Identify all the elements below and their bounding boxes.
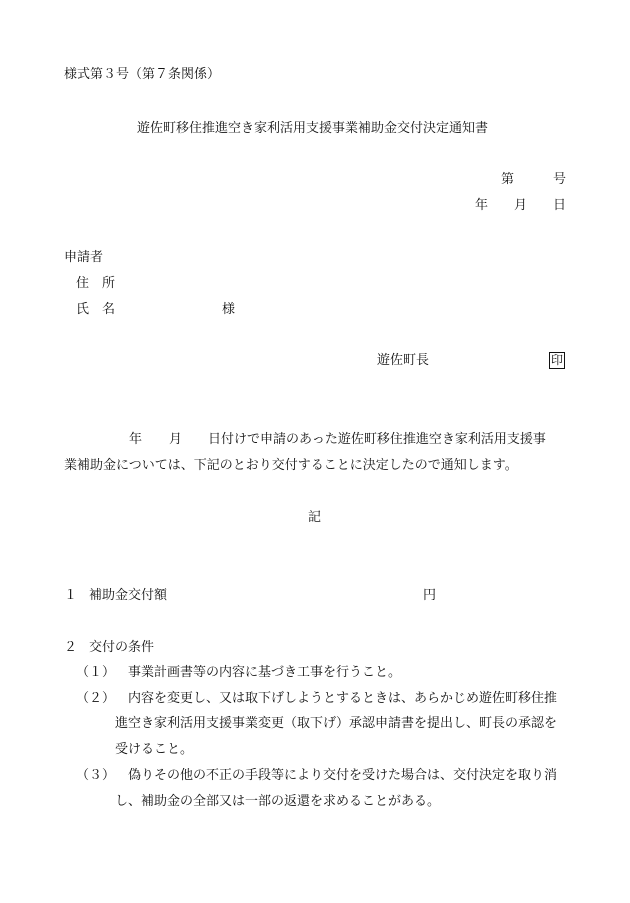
number-prefix: 第 bbox=[501, 172, 515, 187]
date-day: 日 bbox=[553, 198, 567, 213]
ki-mark: 記 bbox=[308, 510, 322, 525]
body-line2: 業補助金については、下記のとおり交付することに決定したので通知します。 bbox=[64, 458, 518, 473]
item1-label: 補助金交付額 bbox=[89, 588, 168, 603]
number-suffix: 号 bbox=[553, 172, 567, 187]
date-month: 月 bbox=[514, 198, 528, 213]
document-title: 遊佐町移住推進空き家利活用支援事業補助金交付決定通知書 bbox=[137, 121, 489, 136]
date-year: 年 bbox=[475, 198, 489, 213]
issuer-title: 遊佐町長 bbox=[377, 353, 430, 368]
condition-2-line-1: 内容を変更し、又は取下げしようとするときは、あらかじめ遊佐町移住推 bbox=[128, 691, 558, 706]
form-label: 様式第３号（第７条関係） bbox=[64, 67, 221, 82]
body-line1: 日付けで申請のあった遊佐町移住推進空き家利活用支援事 bbox=[208, 432, 546, 447]
seal-mark: 印 bbox=[551, 353, 564, 367]
condition-2-line-2: 進空き家利活用支援事業変更（取下げ）承認申請書を提出し、町長の承認を bbox=[115, 716, 558, 731]
condition-2-mark: （２） bbox=[76, 691, 116, 706]
body-month: 月 bbox=[169, 432, 183, 447]
body-year: 年 bbox=[129, 432, 143, 447]
condition-1-mark: （１） bbox=[76, 665, 116, 680]
item2-number: ２ bbox=[64, 640, 78, 655]
condition-3-line-2: し、補助金の全部又は一部の返還を求めることがある。 bbox=[115, 794, 441, 809]
item1-unit: 円 bbox=[423, 588, 437, 603]
applicant-honorific: 様 bbox=[222, 302, 236, 317]
applicant-name-label: 氏 名 bbox=[76, 302, 116, 317]
condition-3-mark: （３） bbox=[76, 768, 116, 783]
item1-number: １ bbox=[64, 588, 78, 603]
condition-3-line-1: 偽りその他の不正の手段等により交付を受けた場合は、交付決定を取り消 bbox=[128, 768, 558, 783]
item2-label: 交付の条件 bbox=[89, 640, 155, 655]
condition-2-line-3: 受けること。 bbox=[115, 742, 194, 757]
applicant-heading: 申請者 bbox=[64, 250, 104, 265]
condition-1-line-1: 事業計画書等の内容に基づき工事を行うこと。 bbox=[128, 665, 402, 680]
applicant-address-label: 住 所 bbox=[76, 276, 116, 291]
seal-mark-wrapper bbox=[549, 352, 565, 369]
